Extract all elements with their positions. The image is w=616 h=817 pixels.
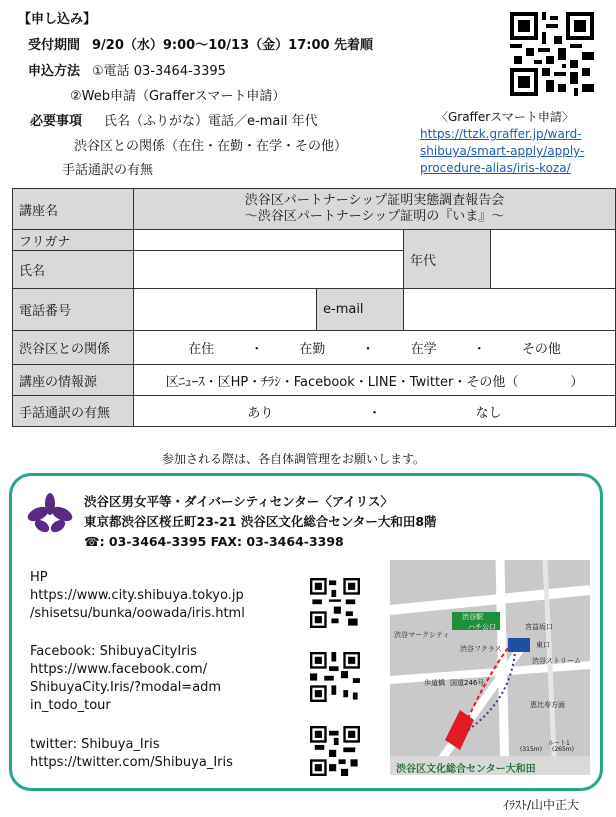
twitter-label: twitter: Shibuya_Iris — [30, 737, 160, 752]
map-legend-route2-distance: (315m) — [520, 746, 542, 753]
source-label: 講座の情報源 — [13, 365, 134, 396]
hp-qr-code — [310, 578, 360, 628]
age-label: 年代 — [404, 230, 491, 289]
facebook-label: Facebook: ShibuyaCityIris — [30, 644, 197, 659]
iris-logo-icon — [26, 492, 74, 536]
name-field[interactable] — [134, 251, 404, 289]
hp-url-line2[interactable]: /shisetsu/bunka/oowada/iris.html — [30, 606, 245, 621]
relation-sep: ・ — [250, 342, 264, 357]
map-label-fukuras: 渋谷フクラス — [460, 645, 502, 653]
health-notice: 参加される際は、各自体調管理をお願いします。 — [162, 452, 426, 466]
facebook-url-line1[interactable]: https://www.facebook.com/ — [30, 662, 208, 677]
method-label: 申込方法 — [28, 64, 81, 79]
interpreter-no[interactable]: なし — [475, 405, 502, 421]
graffer-qr-code — [510, 12, 594, 96]
graffer-caption: 〈Grafferスマート申請〉 — [436, 110, 574, 124]
method-web: ②Web申請（Grafferスマート申請） — [70, 89, 286, 104]
interpreter-options[interactable] — [134, 396, 616, 427]
twitter-url[interactable]: https://twitter.com/Shibuya_Iris — [30, 755, 233, 770]
access-map — [390, 560, 590, 775]
course-title-line2: ～渋谷区パートナーシップ証明の『いま』～ — [244, 209, 505, 224]
center-name: 渋谷区男女平等・ダイバーシティセンター〈アイリス〉 — [84, 494, 393, 509]
map-label-east-exit: 東口 — [536, 641, 550, 649]
map-label-markcity: 渋谷マークシティ — [394, 631, 450, 639]
map-caption: 渋谷区文化総合センター大和田 — [396, 764, 536, 775]
application-form-table — [12, 188, 616, 427]
map-label-stream: 渋谷ストリーム — [532, 657, 581, 665]
relation-other[interactable]: その他 — [521, 342, 561, 357]
illustration-credit: ｲﾗｽﾄ/山中正大 — [503, 798, 580, 812]
relation-worker[interactable]: 在勤 — [299, 342, 326, 357]
map-label-miyamasuzaka: 宮益坂口 — [525, 623, 553, 631]
required-interpreter: 手話通訳の有無 — [62, 163, 154, 178]
relation-resident[interactable]: 在住 — [188, 342, 215, 357]
phone-label: 電話番号 — [13, 289, 134, 331]
required-label: 必要事項 — [30, 114, 83, 129]
graffer-url-line2[interactable]: shibuya/smart-apply/apply- — [420, 144, 585, 158]
application-heading: 【申し込み】 — [18, 12, 97, 27]
source-options[interactable]: 区ﾆｭｰｽ・区HP・ﾁﾗｼ・Facebook・LINE・Twitter・その他（ ） — [134, 365, 616, 396]
map-legend-route1: ルート1 — [548, 740, 570, 747]
graffer-url-line3[interactable]: procedure-alias/iris-koza/ — [420, 161, 571, 175]
course-title — [134, 189, 616, 230]
map-label-route246: 国道246号 — [450, 679, 485, 687]
map-legend-route1-distance: (265m) — [552, 746, 574, 753]
facebook-url-line3[interactable]: in_todo_tour — [30, 698, 111, 713]
furigana-label: フリガナ — [13, 230, 134, 251]
course-title-line1: 渋谷区パートナーシップ証明実態調査報告会 — [244, 193, 505, 208]
map-label-footbridge: 歩道橋 — [424, 679, 445, 687]
period-value: 9/20（水）9:00～10/13（金）17:00 先着順 — [92, 38, 374, 53]
required-relation: 渋谷区との関係（在住・在勤・在学・その他） — [74, 139, 348, 154]
interpreter-sep: ・ — [367, 405, 381, 421]
center-tel: ☎: 03-3464-3395 FAX: 03-3464-3398 — [84, 534, 344, 549]
interpreter-label: 手話通訳の有無 — [13, 396, 134, 427]
twitter-qr-code — [310, 726, 360, 776]
facebook-qr-code — [310, 652, 360, 702]
graffer-url-line1[interactable]: https://ttzk.graffer.jp/ward- — [420, 127, 582, 141]
hp-label: HP — [30, 570, 48, 585]
hp-url-line1[interactable]: https://www.city.shibuya.tokyo.jp — [30, 588, 244, 603]
required-items: 氏名（ふりがな）電話／e-mail 年代 — [104, 114, 318, 129]
course-label: 講座名 — [13, 189, 134, 230]
facebook-url-line2[interactable]: ShibuyaCity.Iris/?modal=adm — [30, 680, 222, 695]
relation-sep: ・ — [472, 342, 486, 357]
furigana-field[interactable] — [134, 230, 404, 251]
interpreter-yes[interactable]: あり — [247, 405, 274, 421]
method-phone: ①電話 03-3464-3395 — [92, 64, 226, 79]
map-label-shibuya-station: 渋谷駅 — [462, 613, 483, 621]
relation-sep: ・ — [361, 342, 375, 357]
age-field[interactable] — [491, 230, 616, 289]
name-label: 氏名 — [13, 251, 134, 289]
phone-field[interactable] — [134, 289, 317, 331]
email-field[interactable] — [404, 289, 616, 331]
relation-student[interactable]: 在学 — [410, 342, 437, 357]
center-address: 東京都渋谷区桜丘町23-21 渋谷区文化総合センター大和田8階 — [84, 514, 437, 529]
period-label: 受付期間 — [28, 38, 81, 53]
map-label-ebisu: 恵比寿方面 — [530, 701, 565, 709]
map-label-hachiko: ハチ公口 — [468, 623, 496, 631]
relation-label: 渋谷区との関係 — [13, 331, 134, 365]
relation-options[interactable] — [134, 331, 616, 365]
email-label: e-mail — [317, 289, 404, 331]
